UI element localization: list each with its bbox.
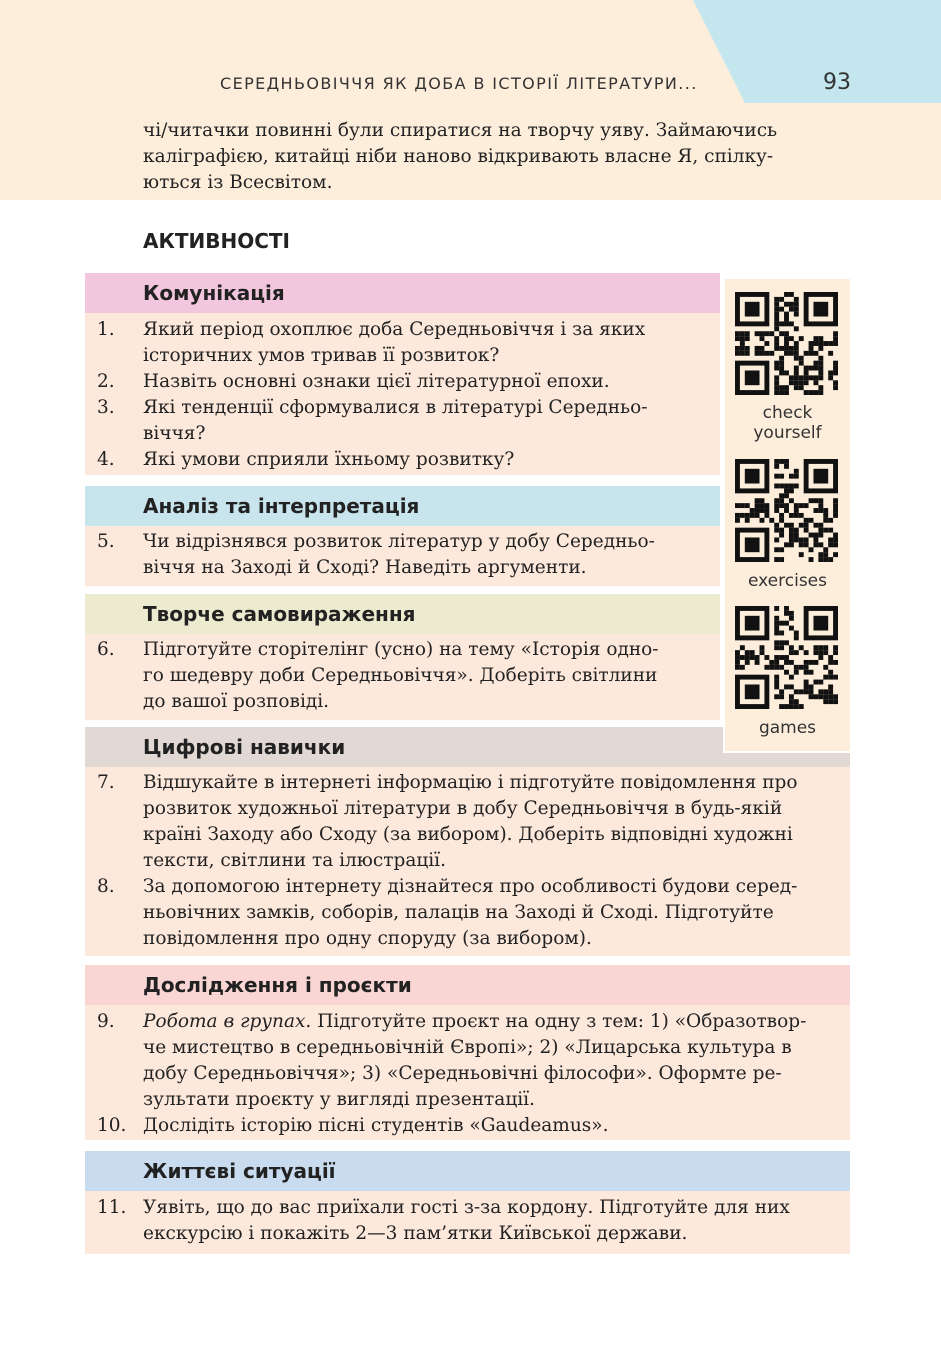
section-body-life [85, 1191, 850, 1254]
item-line: Підготуйте сторітелінг (усно) на тему «Історія одно- [143, 639, 659, 660]
item-number: 1. [97, 319, 115, 340]
section-title: Аналіз та інтерпретація [143, 494, 420, 518]
section-header-communication [85, 273, 720, 313]
qr-code-games[interactable] [735, 606, 838, 709]
item-line: екскурсію і покажіть 2—3 пам’ятки Київської держави. [143, 1223, 688, 1244]
item-line: ньовічних замків, соборів, палаців на Заході й Сході. Підготуйте [143, 902, 774, 923]
page-number: 93 [823, 70, 851, 95]
item-number: 8. [97, 876, 115, 897]
section-header-analysis [85, 486, 720, 526]
item-line: Чи відрізнявся розвиток літератур у добу Середньо- [143, 531, 655, 552]
item-number: 11. [97, 1197, 127, 1218]
item-number: 5. [97, 531, 115, 552]
item-line: За допомогою інтернету дізнайтеся про особливості будови серед- [143, 876, 798, 897]
item-number: 10. [97, 1115, 127, 1136]
qr-label: games [758, 718, 817, 738]
item-line: Назвіть основні ознаки цієї літературної епохи. [143, 371, 610, 392]
item-number: 3. [97, 397, 115, 418]
qr-label: check yourself [753, 403, 822, 443]
qr-code-check-yourself[interactable] [735, 292, 838, 395]
section-header-creative [85, 594, 720, 634]
intro-line: чі/читачки повинні були спиратися на творчу уяву. Займаючись [143, 120, 778, 141]
item-line: повідомлення про одну споруду (за вибором). [143, 928, 592, 949]
item-line [143, 1011, 806, 1032]
item-number: 9. [97, 1011, 115, 1032]
section-body-analysis [85, 526, 720, 586]
item-line: Уявіть, що до вас приїхали гості з-за кордону. Підготуйте для них [143, 1197, 790, 1218]
item-line: віччя на Заході й Сході? Наведіть аргументи. [143, 557, 587, 578]
intro-line: каліграфією, китайці ніби наново відкривають власне Я, спілку- [143, 146, 774, 167]
section-body-digital [85, 767, 850, 956]
qr-code-exercises[interactable] [735, 459, 838, 562]
intro-line: ються із Всесвітом. [143, 172, 333, 193]
section-body-creative [85, 634, 720, 720]
running-head: СЕРЕДНЬОВІЧЧЯ ЯК ДОБА В ІСТОРІЇ ЛІТЕРАТУРИ... [220, 74, 698, 93]
item-line: Які тенденції сформувалися в літературі Середньо- [143, 397, 648, 418]
item-line-text: Підготуйте проєкт на одну з тем: 1) «Образотвор- [311, 1011, 807, 1032]
qr-label: exercises [747, 571, 827, 591]
item-line: Який період охоплює доба Середньовіччя і за яких [143, 319, 646, 340]
item-number: 6. [97, 639, 115, 660]
item-number: 2. [97, 371, 115, 392]
item-line: країні Заходу або Сходу (за вибором). Доберіть відповідні художні [143, 824, 793, 845]
item-line: Відшукайте в інтернеті інформацію і підготуйте повідомлення про [143, 772, 798, 793]
item-line: історичних умов тривав її розвиток? [143, 345, 500, 366]
item-number: 7. [97, 772, 115, 793]
item-line: до вашої розповіді. [143, 691, 330, 712]
section-header-research [85, 965, 850, 1005]
section-body-communication [85, 313, 720, 475]
item-line: зультати проєкту у вигляді презентації. [143, 1089, 535, 1110]
section-header-life [85, 1151, 850, 1191]
section-title: Творче самовираження [143, 602, 416, 626]
section-title: Дослідження і проєкти [143, 973, 412, 997]
item-line: тексти, світлини та ілюстрації. [143, 850, 446, 871]
item-line: Які умови сприяли їхньому розвитку? [143, 449, 515, 470]
item-line: че мистецтво в середньовічній Європі»; 2) «Лицарська культура в [143, 1037, 792, 1058]
item-line: го шедевру доби Середньовіччя». Доберіть світлини [143, 665, 658, 686]
item-line: віччя? [143, 423, 206, 444]
item-italic-lead: Робота в групах. [143, 1011, 312, 1032]
activities-heading: АКТИВНОСТІ [143, 229, 290, 253]
item-line: розвиток художньої літератури в добу Середньовіччя в будь-якій [143, 798, 783, 819]
item-line: добу Середньовіччя»; 3) «Середньовічні філософи». Оформте ре- [143, 1063, 782, 1084]
section-title: Комунікація [143, 281, 285, 305]
section-title: Цифрові навички [143, 735, 346, 759]
qr-panel [723, 277, 852, 753]
item-number: 4. [97, 449, 115, 470]
section-body-research [85, 1005, 850, 1140]
item-line: Дослідіть історію пісні студентів «Gaudeamus». [143, 1115, 609, 1136]
section-title: Життєві ситуації [143, 1159, 336, 1183]
